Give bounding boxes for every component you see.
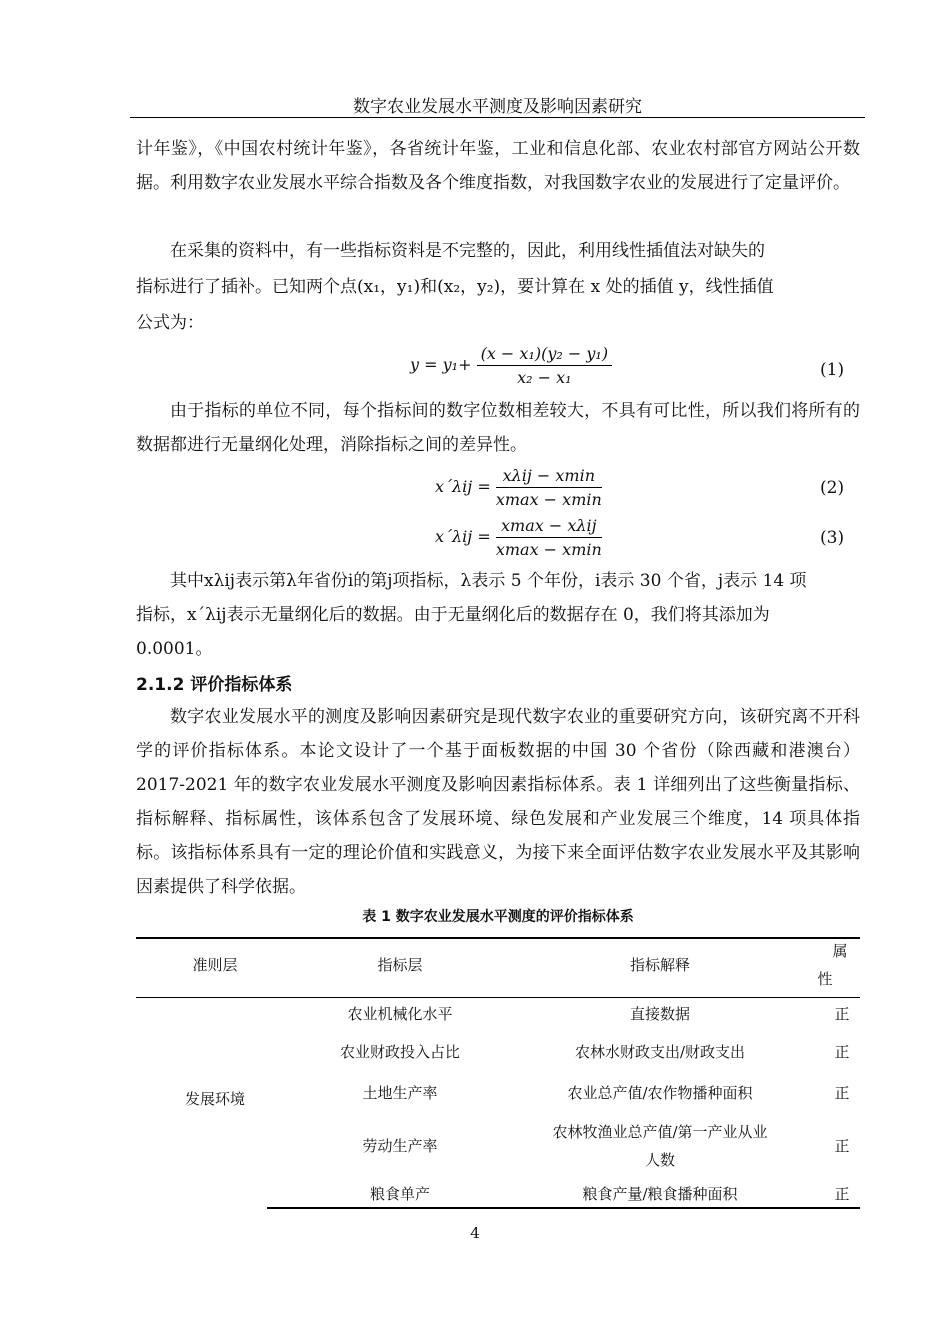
- eq1-fraction: [477, 344, 613, 387]
- row-explain: 农林水财政支出/财政支出: [574, 1043, 746, 1061]
- header-rule: [130, 117, 865, 118]
- page-number: 4: [470, 1224, 480, 1242]
- paragraph-variables-line2: 指标，x´λij表示无量纲化后的数据。由于无量纲化后的数据存在 0，我们将其添加为: [136, 605, 770, 625]
- paragraph-interpolation-line1: 在采集的资料中，有一些指标资料是不完整的，因此，利用线性插值法对缺失的: [170, 241, 765, 261]
- equation-2-number: (2): [820, 478, 845, 498]
- eq3-numerator: xmax − xλij: [496, 516, 602, 538]
- paragraph-variables-line3: 0.0001。: [136, 639, 213, 659]
- row-explain: 直接数据: [629, 1005, 690, 1023]
- equation-2: [435, 466, 602, 509]
- paragraph-index-system: 数字农业发展水平的测度及影响因素研究是现代数字农业的重要研究方向，该研究离不开科学的评价指标体系。本论文设计了一个基于面板数据的中国 30 个省份（除西藏和港澳台）2017-2021 年的数字农业发展水平测度及影响因素指标体系。表 1 详细列出了这些衡量指标、指标解释、指标属性，该体系包含了发展环境、绿色发展和产业发展三个维度，14 项具体指标。该指标体系具有一定的理论价值和实践意义，为接下来全面评估数字农业发展水平及其影响因素提供了科学依据。: [136, 707, 860, 897]
- section-heading: 2.1.2 评价指标体系: [136, 675, 293, 695]
- header-indicator-layer: 指标层: [377, 956, 423, 974]
- eq3-denominator: xmax − xmin: [495, 540, 602, 559]
- row-attribute: 正: [834, 1185, 850, 1203]
- equation-3-number: (3): [820, 528, 845, 548]
- eq2-lhs: x´λij =: [435, 477, 491, 496]
- row-explain: 农业总产值/农作物播种面积: [567, 1084, 753, 1102]
- running-header: 数字农业发展水平测度及影响因素研究: [353, 97, 642, 117]
- paragraph-interpolation-line2: [136, 272, 774, 297]
- header-criteria-layer: 准则层: [192, 956, 238, 974]
- paragraph-variables-line1: 其中xλij表示第λ年省份i的第j项指标，λ表示 5 个年份，i表示 30 个省，j表示 14 项: [170, 571, 807, 591]
- eq2-denominator: xmax − xmin: [495, 490, 602, 509]
- interpolation-text-b: x₁，y₁)和(x₂，y₂)，要计算在 x 处的插值 y，线性插值: [363, 277, 774, 297]
- row-explain-continued: 人数: [644, 1151, 675, 1169]
- row-explain: 农林牧渔业总产值/第一产业从业: [552, 1123, 768, 1141]
- eq2-numerator: xλij − xmin: [496, 466, 602, 488]
- row-indicator: 粮食单产: [369, 1185, 430, 1203]
- eq1-lhs: y = y₁+: [410, 355, 472, 374]
- eq3-lhs: x´λij =: [435, 527, 491, 546]
- table-header-rule: [136, 997, 860, 998]
- eq2-fraction: [496, 466, 602, 509]
- eq1-numerator: (x − x₁)(y₂ − y₁): [477, 344, 613, 366]
- group-development-environment: 发展环境: [184, 1090, 245, 1108]
- row-attribute: 正: [834, 1084, 850, 1102]
- paragraph-interpolation-line3: 公式为：: [136, 313, 204, 333]
- row-attribute: 正: [834, 1043, 850, 1061]
- paragraph-data-sources: 计年鉴》，《中国农村统计年鉴》，各省统计年鉴，工业和信息化部、农业农村部官方网站公开数据。利用数字农业发展水平综合指数及各个维度指数，对我国数字农业的发展进行了定量评价。: [136, 139, 860, 193]
- equation-3: [435, 516, 602, 559]
- table-caption: 表 1 数字农业发展水平测度的评价指标体系: [362, 909, 634, 925]
- eq3-fraction: [496, 516, 602, 559]
- row-attribute: 正: [834, 1005, 850, 1023]
- row-indicator: 农业财政投入占比: [339, 1043, 460, 1061]
- eq1-denominator: x₂ − x₁: [517, 368, 572, 387]
- row-explain: 粮食产量/粮食播种面积: [582, 1185, 738, 1203]
- row-attribute: 正: [834, 1137, 850, 1155]
- row-indicator: 土地生产率: [362, 1084, 438, 1102]
- header-indicator-explain: 指标解释: [629, 956, 690, 974]
- header-attribute-line1: 属: [832, 942, 848, 960]
- table-top-rule: [136, 937, 860, 939]
- equation-1: [410, 344, 612, 387]
- table-partial-bottom-rule: [267, 1207, 860, 1209]
- interpolation-text-a: 指标进行了插补。已知两个点(: [136, 277, 364, 297]
- header-attribute-line2: 性: [817, 970, 833, 988]
- equation-1-number: (1): [820, 360, 845, 380]
- row-indicator: 劳动生产率: [362, 1137, 438, 1155]
- paragraph-normalization: 由于指标的单位不同，每个指标间的数字位数相差较大，不具有可比性，所以我们将所有的数据都进行无量纲化处理，消除指标之间的差异性。: [136, 401, 860, 455]
- row-indicator: 农业机械化水平: [347, 1005, 453, 1023]
